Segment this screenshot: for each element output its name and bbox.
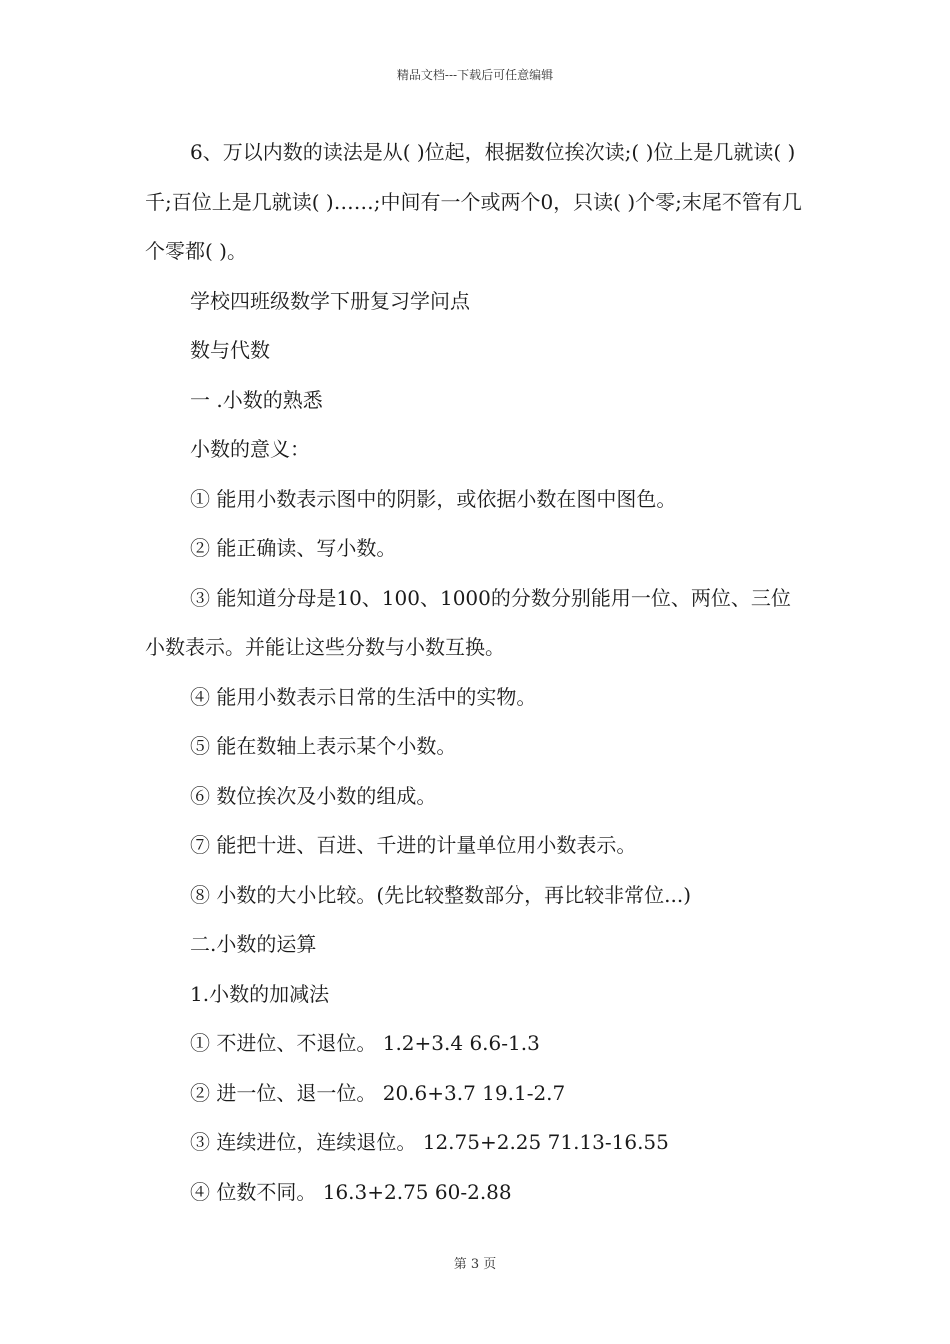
list-item: ③ 连续进位，连续退位。 12.75+2.25 71.13-16.55 [190, 1130, 669, 1154]
list-item: ⑦ 能把十进、百进、千进的计量单位用小数表示。 [190, 833, 637, 857]
paragraph-label: 小数的意义： [190, 437, 310, 461]
page-header: 精品文档---下载后可任意编辑 [396, 68, 554, 82]
document-body [145, 128, 810, 1217]
list-item: ⑥ 数位挨次及小数的组成。 [190, 783, 437, 808]
list-item: ① 能用小数表示图中的阴影，或依据小数在图中图色。 [190, 486, 677, 511]
list-item: ④ 能用小数表示日常的生活中的实物。 [190, 684, 537, 709]
list-item: ④ 位数不同。 16.3+2.75 60-2.88 [190, 1179, 512, 1204]
list-item: ⑧ 小数的大小比较。(先比较整数部分，再比较非常位...) [190, 882, 692, 907]
subsection-heading: 一 .小数的熟悉 [190, 387, 323, 412]
section-title: 学校四班级数学下册复习学问点 [190, 288, 470, 313]
subsection-heading: 1.小数的加减法 [190, 981, 330, 1006]
list-item: ① 不进位、不退位。 1.2+3.4 6.6-1.3 [190, 1031, 540, 1055]
list-item: ② 能正确读、写小数。 [190, 536, 397, 560]
list-item: ⑤ 能在数轴上表示某个小数。 [190, 734, 457, 758]
subsection-heading: 二.小数的运算 [190, 932, 317, 956]
section-heading: 数与代数 [190, 338, 270, 362]
paragraph-reading-rules: 6、万以内数的读法是从( )位起，根据数位挨次读;( )位上是几就读( )千;百位上是几就读( )……;中间有一个或两个0，只读( )个零;末尾不管有几个零都( )。 [145, 140, 802, 263]
page-number: 第 3 页 [453, 1257, 497, 1272]
list-item: ② 进一位、退一位。 20.6+3.7 19.1-2.7 [190, 1080, 566, 1105]
list-item: ③ 能知道分母是10、100、1000的分数分别能用一位、两位、三位小数表示。并能让这些分数与小数互换。 [145, 585, 791, 659]
